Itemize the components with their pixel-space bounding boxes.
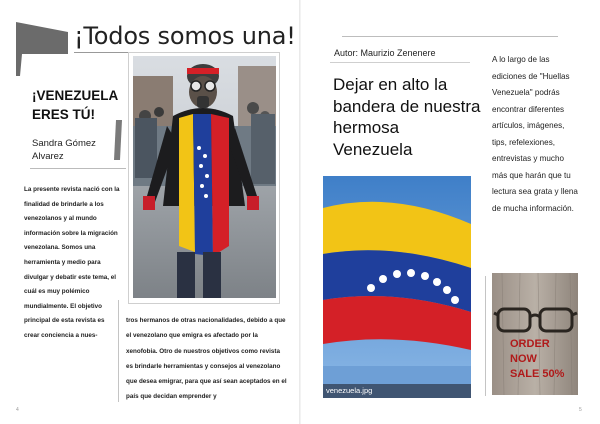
right-author: Autor: Maurizio Zenenere [334,48,436,58]
left-body-text: La presente revista nació con la finalidad de brindarle a los venezolanos y al mundo información sobre la migración venezolana. Somos una herramienta y medio para divulgar y debatir este tema, el cuál es muy polémico mundialmente. El objetivo principal de esta revista es crear conciencia a nues- [24,186,120,339]
column-divider-right [485,276,486,396]
top-divider-right [342,36,558,37]
page-title: ¡Todos somos una! [74,22,296,50]
page-number-right: 5 [579,407,582,413]
page-number-left: 4 [16,407,19,413]
ad-line-2: NOW [510,353,537,365]
author-divider [30,168,126,169]
left-author: Sandra Gómez Alvarez [32,138,96,162]
sidebar-text: A lo largo de las ediciones de "Huellas Venezuela" podrás encontrar diferentes artículos, imágenes, tips, refelexiones, entrevistas y mucho más que harán que tu lectura sea grata y llena de mucha información. [492,55,578,213]
ad-line-3: SALE 50% [510,368,565,380]
title-banner-shape [14,18,70,76]
column-divider-left [118,300,119,402]
left-body-continued: tros hermanos de otras nacionalidades, debido a que el venezolano que emigra es afectado por la xenofobia. Otro de nuestros objetivos como revista es brindarle herramientas y consejos al venezolano que desea emigrar, para que así sean aceptados en el país que decidan emprender y [126,317,287,401]
image-caption: venezuela.jpg [326,386,373,395]
left-headline: ¡VENEZUELA ERES TÚ! [32,88,118,122]
ad-text [510,337,564,382]
protester-photo [133,56,276,298]
image-caption-bar [323,384,471,398]
ad-line-1: ORDER [510,338,550,350]
venezuela-flag-photo [323,176,471,398]
right-headline: Dejar en alto la bandera de nuestra hermosa Venezuela [333,75,481,159]
sale-advertisement [492,273,578,395]
page-gutter [299,0,301,424]
right-author-divider [330,62,470,63]
